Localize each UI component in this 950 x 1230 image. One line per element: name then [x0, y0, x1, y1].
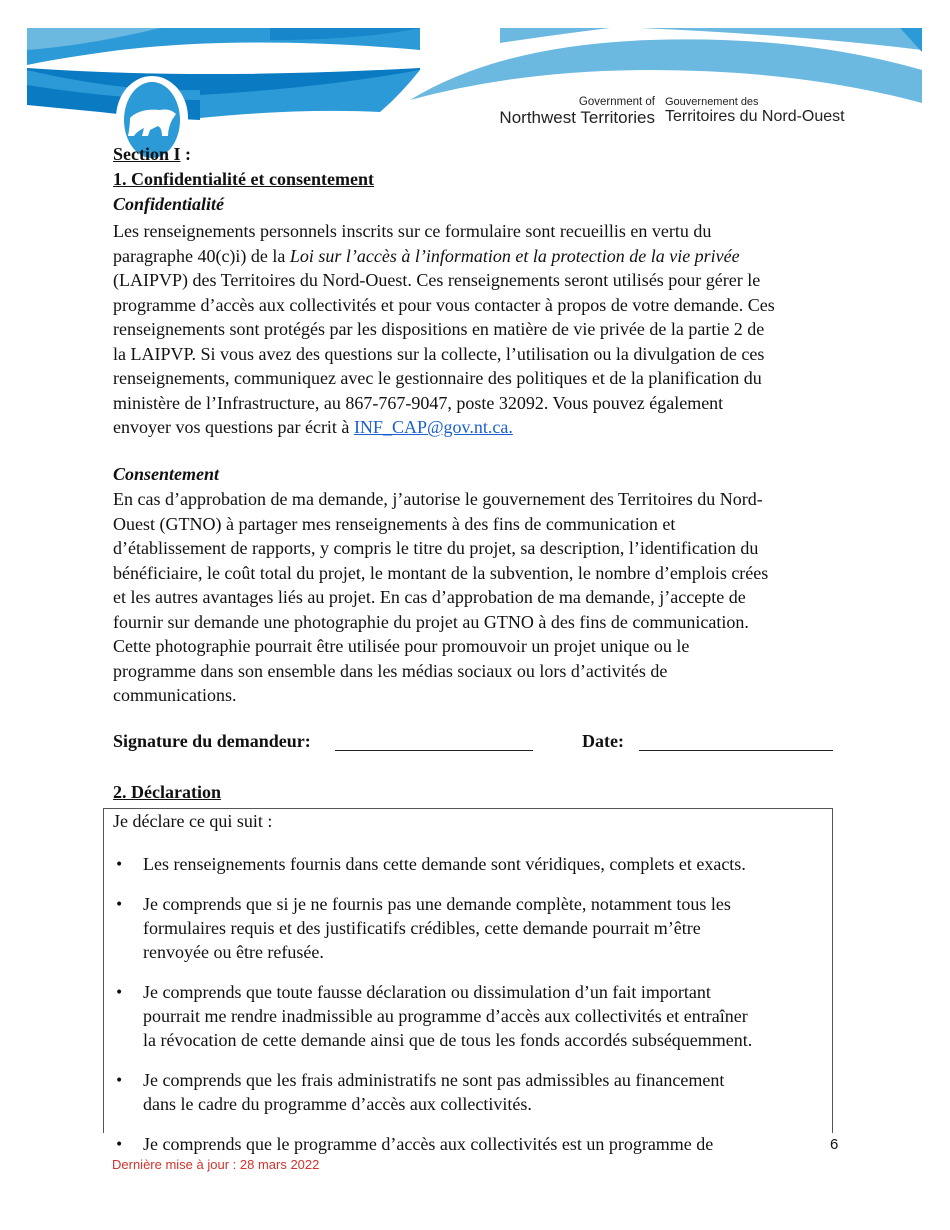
- text-segment: Les renseignements personnels inscrits sur ce formulaire sont recueillis en vertu du: [113, 221, 712, 241]
- consentement-line: [113, 636, 689, 657]
- section-label-text: Section I: [113, 144, 181, 164]
- bullet-icon: •: [115, 1137, 124, 1153]
- declaration-bullet-line: Je comprends que le programme d’accès aux collectivités est un programme de: [143, 1134, 714, 1154]
- gov-fr-logo-text: [665, 96, 845, 126]
- consentement-line: [113, 685, 236, 706]
- gnwt-header-banner: [0, 0, 950, 150]
- text-segment: programme d’accès aux collectivités et pour vous contacter à propos de votre demande. Ces: [113, 294, 775, 315]
- confidentialite-line: [113, 221, 711, 242]
- heading-confidentialite-consentement: 1. Confidentialité et consentement: [113, 169, 374, 189]
- section-label-suffix: :: [180, 144, 191, 164]
- gov-fr-big: Territoires du Nord-Ouest: [665, 108, 845, 125]
- text-segment: envoyer vos questions par écrit à: [113, 417, 354, 437]
- last-updated-footer: Dernière mise à jour : 28 mars 2022: [112, 1157, 320, 1172]
- confidentialite-line: [113, 270, 760, 291]
- confidentialite-line: [113, 344, 764, 365]
- gov-fr-small: Gouvernement des: [665, 96, 759, 108]
- declaration-bullet-line: Je comprends que toute fausse déclaration ou dissimulation d’un fait important: [143, 982, 711, 1002]
- text-segment: renseignements sont protégés par les dispositions en matière de vie privée de la partie 2 de: [113, 319, 765, 339]
- law-title: Loi sur l’accès à l’information et la protection de la vie privée: [289, 245, 740, 266]
- date-label: Date:: [582, 731, 624, 751]
- declaration-bullet-line: la révocation de cette demande ainsi que de tous les fonds accordés subséquemment.: [143, 1030, 753, 1050]
- text-segment: Ouest (GTNO) à partager mes renseignements à des fins de communication et: [113, 513, 676, 534]
- text-segment: et les autres avantages liés au projet. En cas d’approbation de ma demande, j’accepte de: [113, 587, 746, 607]
- text-segment: bénéficiaire, le coût total du projet, le montant de la subvention, le nombre d’emplois crées: [113, 562, 769, 583]
- text-segment: la LAIPVP. Si vous avez des questions sur la collecte, l’utilisation ou la divulgation de ces: [113, 343, 765, 364]
- text-segment: Cette photographie pourrait être utilisée pour promouvoir un projet unique ou le: [113, 636, 690, 656]
- gov-en-logo-text: [499, 96, 655, 128]
- consentement-line: [113, 514, 675, 535]
- consentement-line: [113, 538, 758, 559]
- text-segment: ministère de l’Infrastructure, au 867-767-9047, poste 32092. Vous pouvez également: [113, 392, 724, 413]
- page-number: 6: [830, 1136, 839, 1153]
- consentement-line: [113, 587, 746, 608]
- text-segment: En cas d’approbation de ma demande, j’autorise le gouvernement des Territoires du Nord-: [113, 489, 763, 509]
- text-segment: fournir sur demande une photographie du projet au GTNO à des fins de communication.: [113, 611, 749, 632]
- section-label: [113, 144, 191, 165]
- signature-label: Signature du demandeur:: [113, 731, 311, 751]
- heading-declaration: 2. Déclaration: [113, 782, 221, 802]
- confidentialite-line: [113, 417, 513, 438]
- bullet-icon: •: [115, 857, 124, 873]
- bullet-icon: •: [115, 897, 124, 913]
- gov-en-small: Government of: [578, 96, 655, 108]
- signature-field[interactable]: [335, 750, 533, 751]
- declaration-bullet-line: Je comprends que les frais administratifs ne sont pas admissibles au financement: [143, 1070, 725, 1090]
- text-segment: renseignements, communiquez avec le gestionnaire des politiques et de la planification du: [113, 368, 762, 388]
- declaration-bullet-line: formulaires requis et des justificatifs crédibles, cette demande pourrait m’être: [143, 918, 701, 938]
- declaration-bullet-line: Je comprends que si je ne fournis pas une demande complète, notamment tous les: [143, 894, 731, 914]
- gov-en-big: Northwest Territories: [499, 108, 655, 127]
- email-link[interactable]: INF_CAP@gov.nt.ca.: [353, 417, 513, 437]
- confidentialite-line: [113, 319, 764, 340]
- subheading-confidentialite: Confidentialité: [113, 194, 225, 214]
- bullet-icon: •: [115, 1073, 124, 1089]
- date-field[interactable]: [639, 750, 833, 751]
- text-segment: d’établissement de rapports, y compris le titre du projet, sa description, l’identification du: [113, 538, 759, 558]
- consentement-line: [113, 661, 667, 682]
- confidentialite-line: [113, 393, 723, 414]
- declaration-bullet-line: dans le cadre du programme d’accès aux collectivités.: [143, 1094, 532, 1114]
- confidentialite-line: [113, 295, 775, 316]
- consentement-line: [113, 489, 763, 510]
- consentement-line: [113, 563, 768, 584]
- bullet-icon: •: [115, 985, 124, 1001]
- confidentialite-line: [113, 246, 740, 267]
- consentement-line: [113, 612, 749, 633]
- subheading-consentement: Consentement: [113, 464, 220, 484]
- declaration-bullet-line: pourrait me rendre inadmissible au programme d’accès aux collectivités et entraîner: [143, 1006, 748, 1026]
- declaration-box: [103, 808, 833, 1154]
- declaration-intro: Je déclare ce qui suit :: [113, 811, 273, 831]
- text-segment: paragraphe 40(c)i) de la: [113, 245, 290, 266]
- text-segment: communications.: [113, 685, 237, 705]
- text-segment: (LAIPVP) des Territoires du Nord-Ouest. Ces renseignements seront utilisés pour gérer le: [113, 270, 761, 290]
- confidentialite-line: [113, 368, 762, 389]
- declaration-bullet-line: Les renseignements fournis dans cette demande sont véridiques, complets et exacts.: [143, 854, 746, 874]
- text-segment: programme dans son ensemble dans les médias sociaux ou lors d’activités de: [113, 660, 668, 681]
- declaration-bullet-line: renvoyée ou être refusée.: [143, 942, 324, 962]
